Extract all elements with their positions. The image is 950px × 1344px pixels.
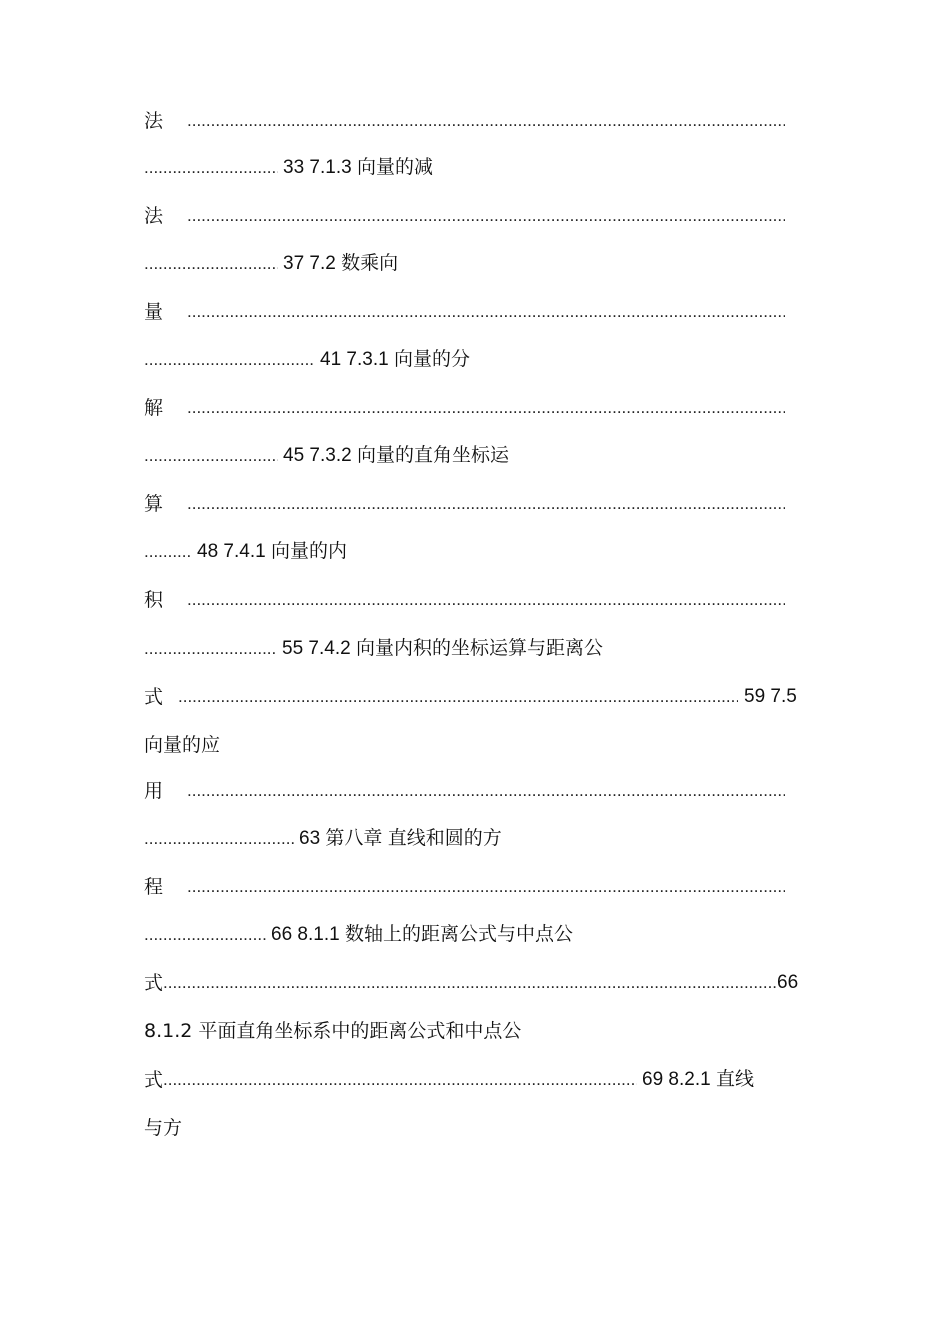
leader-dots — [144, 539, 192, 565]
toc-entry-text[interactable]: 59 7.5 — [744, 686, 797, 707]
toc-line-6[interactable] — [144, 347, 470, 373]
toc-entry-text[interactable]: 66 8.1.1 数轴上的距离公式与中点公 — [271, 924, 573, 945]
toc-lead-char: 用 — [144, 780, 164, 802]
toc-entry-text[interactable]: 48 7.4.1 向量的内 — [197, 541, 347, 562]
leader-dots — [144, 155, 278, 181]
toc-lead-char: 法 — [144, 205, 164, 227]
toc-line-15 — [144, 778, 785, 804]
toc-entry-text[interactable]: 8.1.2 平面直角坐标系中的距离公式和中点公 — [144, 1020, 522, 1042]
toc-lead-char: 积 — [144, 589, 164, 611]
toc-entry-text[interactable]: 向量的应 — [144, 734, 221, 756]
toc-entry-text[interactable]: 63 第八章 直线和圆的方 — [299, 828, 502, 849]
toc-line-19[interactable] — [144, 970, 798, 996]
toc-line-21[interactable] — [144, 1067, 754, 1093]
toc-lead-char: 式 — [144, 686, 164, 708]
toc-line-14[interactable] — [144, 732, 220, 758]
toc-entry-text[interactable]: 66 — [777, 972, 799, 993]
toc-entry-text[interactable]: 55 7.4.2 向量内积的坐标运算与距离公 — [282, 638, 603, 659]
toc-line-22[interactable] — [144, 1115, 182, 1141]
toc-line-1 — [144, 108, 785, 134]
toc-line-8[interactable] — [144, 443, 509, 469]
toc-line-2[interactable] — [144, 155, 433, 181]
leader-dots — [144, 826, 294, 852]
toc-lead-char: 解 — [144, 397, 164, 419]
toc-lead-char: 法 — [144, 110, 164, 132]
leader-dots — [187, 491, 785, 517]
toc-line-4[interactable] — [144, 251, 398, 277]
toc-line-10[interactable] — [144, 539, 347, 565]
toc-lead-char: 式 — [144, 972, 164, 994]
leader-dots — [144, 347, 315, 373]
leader-dots — [144, 636, 277, 662]
toc-line-11 — [144, 587, 785, 613]
toc-line-17 — [144, 874, 785, 900]
leader-dots — [163, 1067, 637, 1093]
toc-entry-text[interactable]: 69 8.2.1 直线 — [642, 1069, 754, 1090]
leader-dots — [163, 970, 777, 996]
leader-dots — [144, 443, 278, 469]
leader-dots — [144, 922, 266, 948]
leader-dots — [187, 108, 785, 134]
leader-dots — [187, 587, 785, 613]
toc-line-12[interactable] — [144, 636, 603, 662]
toc-entry-text[interactable]: 45 7.3.2 向量的直角坐标运 — [283, 445, 509, 466]
leader-dots — [187, 778, 785, 804]
leader-dots — [187, 203, 785, 229]
toc-entry-text[interactable]: 37 7.2 数乘向 — [283, 253, 399, 274]
toc-lead-char: 程 — [144, 876, 164, 898]
toc-line-5 — [144, 299, 785, 325]
leader-dots — [144, 251, 278, 277]
toc-lead-char: 量 — [144, 301, 164, 323]
toc-entry-text[interactable]: 与方 — [144, 1117, 183, 1139]
toc-lead-char: 式 — [144, 1069, 164, 1091]
toc-line-18[interactable] — [144, 922, 573, 948]
toc-lead-char: 算 — [144, 493, 164, 515]
toc-line-3 — [144, 203, 785, 229]
toc-entry-text[interactable]: 33 7.1.3 向量的减 — [283, 157, 433, 178]
toc-entry-text[interactable]: 41 7.3.1 向量的分 — [320, 349, 470, 370]
toc-line-13[interactable] — [144, 684, 797, 710]
toc-line-7 — [144, 395, 785, 421]
toc-line-9 — [144, 491, 785, 517]
leader-dots — [187, 874, 785, 900]
leader-dots — [187, 299, 785, 325]
leader-dots — [178, 684, 738, 710]
toc-line-16[interactable] — [144, 826, 502, 852]
leader-dots — [187, 395, 785, 421]
toc-line-20[interactable] — [144, 1018, 521, 1044]
